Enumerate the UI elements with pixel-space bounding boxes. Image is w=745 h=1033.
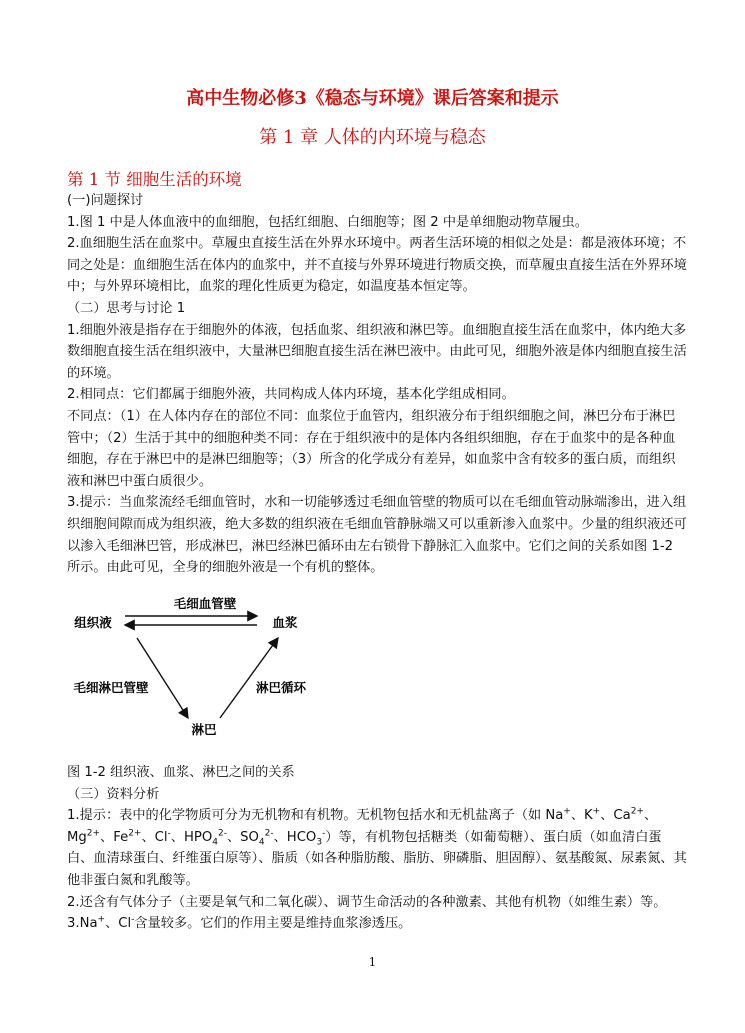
part1-paragraph-2: 2.血细胞生活在血浆中。草履虫直接生活在外界水环境中。两者生活环境的相似之处是：都是液体环境；不同之处是：血细胞生活在体内的血浆中，并不直接与外界环境进行物质交换，而草履虫直接生活在外界环境中；与外界环境相比，血浆的理化性质更为稳定，如温度基本恒定等。 [67, 236, 687, 295]
arrow-tissue-to-lymph [137, 638, 188, 718]
page-number: 1 [368, 955, 377, 969]
part1-paragraph-1: 1.图 1 中是人体血液中的血细胞，包括红细胞、白细胞等；图 2 中是单细胞动物草履虫。 [67, 214, 588, 230]
fluid-relationship-diagram [67, 590, 357, 750]
node-lymph: 淋巴 [191, 722, 217, 737]
part2-paragraph-1: 1.细胞外液是指存在于细胞外的体液，包括血浆、组织液和淋巴等。血细胞直接生活在血浆中，体内绝大多数细胞直接生活在组织液中，大量淋巴细胞直接生活在淋巴液中。由此可见，细胞外液是体内细胞直接生活的环境。 [67, 322, 687, 381]
node-plasma: 血浆 [272, 615, 298, 630]
part1-heading: (一)问题探讨 [67, 193, 144, 208]
arrow-lymph-to-plasma [220, 638, 278, 718]
part3-paragraph-3: 3.Na+、Cl-含量较多。它们的作用主要是维持血浆渗透压。 [67, 914, 412, 932]
document-title: 高中生物必修3《稳态与环境》课后答案和提示 [186, 88, 559, 109]
part2-paragraph-2: 2.相同点：它们都属于细胞外液，共同构成人体内环境，基本化学组成相同。 [67, 387, 515, 403]
lower-content [67, 762, 687, 935]
part3-paragraph-1: 1.提示：表中的化学物质可分为无机物和有机物。无机物包括水和无机盐离子（如 Na+、K+、$Ca^{2+}$、$Mg^{2+}$、$Fe^{2+}$、Cl-、$HPO_4^{2-}$、$SO_4^{2-}$、$HCO_3^-$）等，有机物包括糖类（如葡萄糖）、蛋白质（如血清白蛋白、血清球蛋白、纤维蛋白原等）、脂质（如各种脂肪酸、脂肪、卵磷脂、胆固醇）、氨基酸氮、尿素氮、其他非蛋白氮和乳酸等。 [67, 806, 687, 888]
node-tissue-fluid: 组织液 [74, 615, 112, 630]
part3-paragraph-2: 2.还含有气体分子（主要是氧气和二氧化碳）、调节生命活动的各种激素、其他有机物（如维生素）等。 [67, 894, 667, 910]
edge-label-lymph-capillary-wall: 毛细淋巴管壁 [73, 680, 149, 695]
chapter-title: 第 1 章 人体的内环境与稳态 [259, 127, 486, 148]
part2-heading: （二）思考与讨论 1 [67, 300, 186, 316]
figure-caption: 图 1-2 组织液、血浆、淋巴之间的关系 [67, 765, 295, 780]
content-body [67, 190, 687, 579]
section-title: 第 1 节 细胞生活的环境 [67, 170, 242, 189]
edge-label-capillary-wall: 毛细血管壁 [173, 596, 237, 611]
part2-paragraph-4: 3.提示：当血浆流经毛细血管时，水和一切能够透过毛细血管壁的物质可以在毛细血管动脉端渗出，进入组织细胞间隙而成为组织液，绝大多数的组织液在毛细血管静脉端又可以重新渗入血浆中。少量的组织液还可以渗入毛细淋巴管，形成淋巴，淋巴经淋巴循环由左右锁骨下静脉汇入血浆中。它们之间的关系如图 1-2 所示。由此可见，全身的细胞外液是一个有机的整体。 [67, 495, 687, 576]
part2-paragraph-3: 不同点：（1）在人体内存在的部位不同：血浆位于血管内，组织液分布于组织细胞之间，淋巴分布于淋巴管中；（2）生活于其中的细胞种类不同：存在于组织液中的是体内各组织细胞，存在于血浆中的是各种血细胞，存在于淋巴中的是淋巴细胞等；（3）所含的化学成分有差异，如血浆中含有较多的蛋白质，而组织液和淋巴中蛋白质很少。 [67, 408, 676, 489]
edge-label-lymph-circulation: 淋巴循环 [255, 680, 307, 695]
part3-heading: （三）资料分析 [67, 786, 160, 802]
